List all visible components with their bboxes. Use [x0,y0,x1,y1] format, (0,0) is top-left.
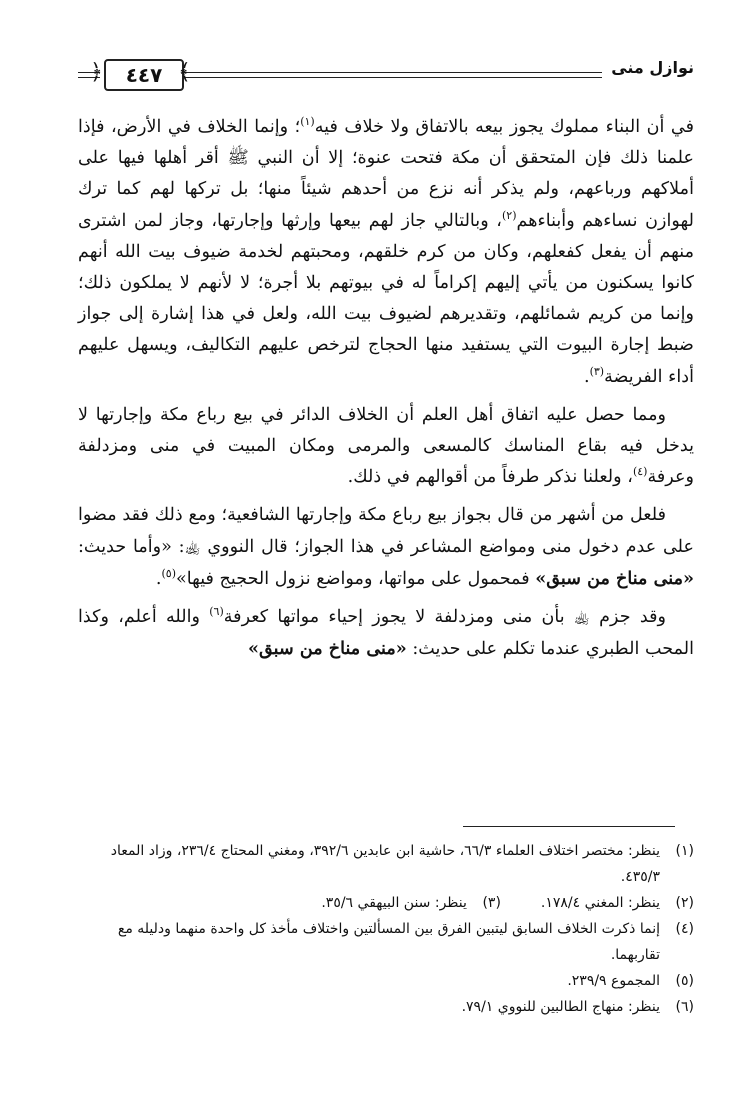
footnote-text: ينظر: منهاج الطالبين للنووي ٧٩/١. [461,999,660,1015]
footnote-1 [78,838,694,890]
footnote-number: (١) [675,843,694,859]
footnote-reference: (٥) [161,566,176,580]
header-rule-top [184,72,602,73]
text-run: . [155,568,162,589]
ornament-bracket-right: ﴾ [178,60,191,85]
footnote-reference: (٣) [589,364,605,378]
footnote-number: (٤) [675,921,694,937]
hadith-quote: «منى مناخ من سبق» [535,567,694,589]
page-number-frame [104,59,184,91]
text-run: والله أعلم، وكذا المحب الطبري عندما تكلم على حديث: [78,607,694,660]
paragraph-3 [78,500,694,595]
text-run: ، وبالتالي جاز لهم بيعها وإرثها وإجارتها، وجاز لمن اشترى منهم أن يفعل كفعلهم، وكان من كرم خلقهم، ومحبتهم لخدمة ضيوف بيت الله أنهم كانوا يسكنون من يأتي إليهم إكراماً له في بيوتهم بلا أجرة؛ لا لأنهم لا يملكون ذلك؛ وإنما من كريم شمائلهم، وتقديرهم لضيوف بيت الله، ولعل في هذا إشارة إلى جواز ضبط إجارة البيوت التي يستفيد منها الحجاج لترخص عليهم التكاليف، ويسهل عليهم أداء الفريضة [78,210,694,387]
footnote-number: (٦) [675,999,694,1015]
footnote-separator [463,826,675,827]
footnote-6 [78,994,694,1020]
text-run: وقد جزم ﵀ بأن منى ومزدلفة لا يجوز إحياء مواتها كعرفة [223,607,666,628]
paragraph-1 [78,112,694,393]
footnote-number: (٣) [482,895,501,911]
text-run: ومما حصل عليه اتفاق أهل العلم أن الخلاف الدائر في بيع رباع مكة وإجارتها لا يدخل فيه بقاع المناسك كالمسعى والمرمى ومكان المبيت في منى ومزدلفة وعرفة [78,404,694,488]
footnote-reference: (١) [300,115,315,129]
text-run: في أن البناء مملوك يجوز بيعه بالاتفاق ولا خلاف فيه [314,117,694,137]
paragraph-4 [78,602,694,665]
footnote-reference: (٦) [209,605,224,619]
footnote-5 [78,968,694,994]
footnote-number: (٥) [675,973,694,989]
footnote-3 [321,890,501,916]
text-run: فمحمول على مواتها، ومواضع نزول الحجيج فيها» [176,568,536,589]
hadith-quote: «منى مناخ من سبق» [247,638,407,660]
ornament-bracket-left: ﴿ [90,60,103,85]
text-run: فلعل من أشهر من قال بجواز بيع رباع مكة وإجارتها الشافعية؛ ومع ذلك فقد مضوا على عدم دخول منى ومواضع المشاعر في هذا الجواز؛ قال النووي ﵀: «وأما حديث: [78,505,694,557]
footnote-number: (٢) [675,895,694,911]
paragraph-2 [78,400,694,494]
footnote-text: ينظر: المغني ١٧٨/٤. [540,895,660,911]
footnote-text: إنما ذكرت الخلاف السابق ليتبين الفرق بين المسألتين واختلاف مأخذ كل واحدة منهما ودليله مع تقاربهما. [117,921,660,963]
page-header [78,58,694,98]
main-text [78,112,694,665]
footnotes [78,838,694,1020]
footnote-4 [78,916,694,968]
text-run: ؛ وإنما الخلاف في الأرض، فإذا علمنا ذلك فإن المتحقق أن مكة فتحت عنوة؛ إلا أن النبي ﷺ أقر أهلها فيها على أملاكهم ورباعهم، ولم يذكر أنه نزع من أحدهم شيئاً منها؛ بل تركها لهم كما ترك لهوازن نساءهم وأبناءهم [78,117,694,231]
footnote-text: المجموع ٢٣٩/٩. [567,973,660,989]
text-run: . [583,366,590,387]
footnote-reference: (٢) [501,208,517,222]
footnote-row [78,890,694,916]
footnote-reference: (٤) [632,465,648,479]
header-rule-bottom [184,77,602,78]
footnote-2 [541,890,694,916]
page-number: ٤٤٧ [125,63,163,87]
footnote-text: ينظر: مختصر اختلاف العلماء ٦٦/٣، حاشية ابن عابدين ٣٩٢/٦، ومغني المحتاج ٢٣٦/٤، وزاد المعاد ٤٣٥/٣. [110,843,660,885]
running-title: نوازل منى [611,58,694,77]
text-run: ، ولعلنا نذكر طرفاً من أقوالهم في ذلك. [347,467,633,488]
footnote-text: ينظر: سنن البيهقي ٣٥/٦. [321,895,467,911]
